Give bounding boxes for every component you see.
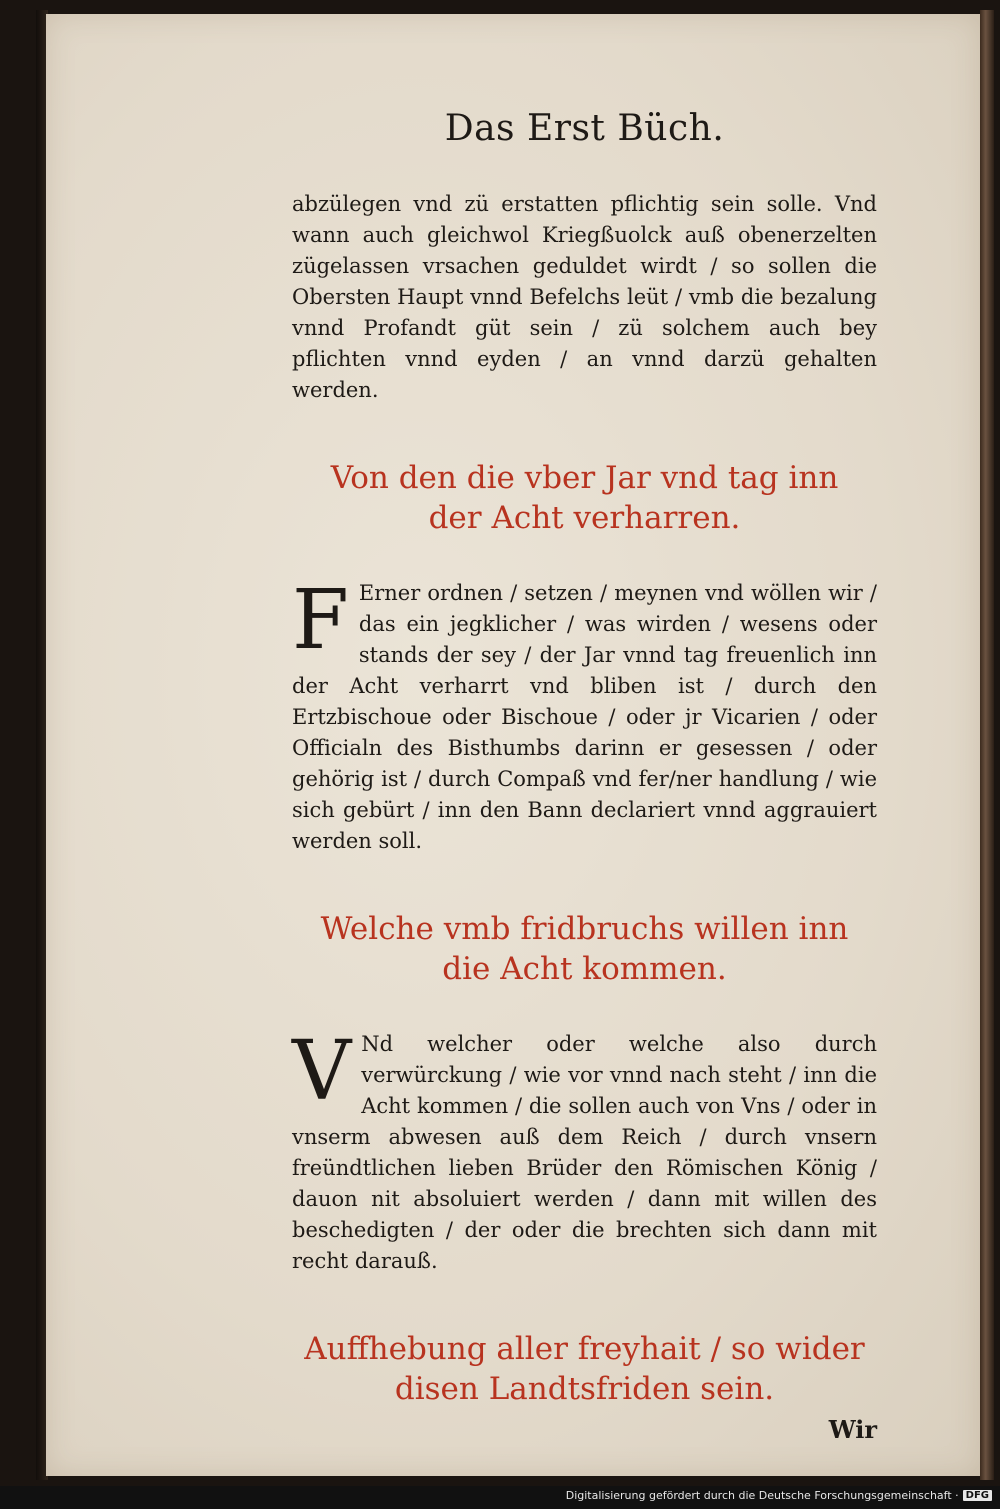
page-edge <box>980 10 994 1480</box>
catchword-row <box>292 1415 877 1444</box>
decorated-initial-v: V <box>292 1024 352 1119</box>
body-paragraph-1: abzülegen vnd zü erstatten pflichtig sein solle. Vnd wann auch gleichwol Kriegßuolck auß obenerzelten zügelassen vrsachen geduldet wirdt / so sollen die Obersten Haupt vnnd Befelchs leüt / vmb die bezalung vnnd Profandt güt sein / zü solchem auch bey pflichten vnnd eyden / an vnnd darzü gehalten werden. <box>292 192 877 402</box>
running-head: Das Erst Büch. <box>444 108 725 149</box>
footer-credit-text: Digitalisierung gefördert durch die Deutsche Forschungsgemeinschaft · <box>565 1489 959 1502</box>
decorated-initial-f: F <box>292 573 349 668</box>
footer-bar <box>0 1486 1000 1509</box>
body-paragraph-3 <box>292 1024 877 1277</box>
body-paragraph-2-text: Erner ordnen / setzen / meynen vnd wöllen wir / das ein jegklicher / was wirden / wesens oder stands der sey / der Jar vnnd tag freuenlich inn der Acht verharrt vnd bliben ist / durch den Ertzbischoue oder Bischoue / oder jr Vicarien / oder Officialn des Bisthumbs darinn er gesessen / oder gehörig ist / durch Compaß vnd fer/ner handlung / wie sich gebürt / inn den Bann declariert vnnd aggrauiert werden soll. <box>292 581 877 853</box>
section-heading-3: Auffhebung aller freyhait / so wider disen Landtsfriden sein. <box>304 1331 865 1407</box>
section-heading-1: Von den die vber Jar vnd tag inn der Acht verharren. <box>330 460 839 536</box>
body-paragraph-2 <box>292 573 877 857</box>
footer-credit <box>566 1489 992 1502</box>
catchword: Wir <box>828 1415 877 1444</box>
text-block <box>292 108 877 1444</box>
dfg-logo: DFG <box>963 1490 992 1501</box>
body-paragraph-3-text: Nd welcher oder welche also durch verwürckung / wie vor vnnd nach steht / inn die Acht kommen / die sollen auch von Vns / oder in vnserm abwesen auß dem Reich / durch vnsern freündtlichen lieben Brüder den Römischen König / dauon nit absoluiert werden / dann mit willen des beschedigten / der oder die brechten sich dann mit recht darauß. <box>292 1032 877 1273</box>
section-heading-2: Welche vmb fridbruchs willen inn die Acht kommen. <box>320 911 849 987</box>
